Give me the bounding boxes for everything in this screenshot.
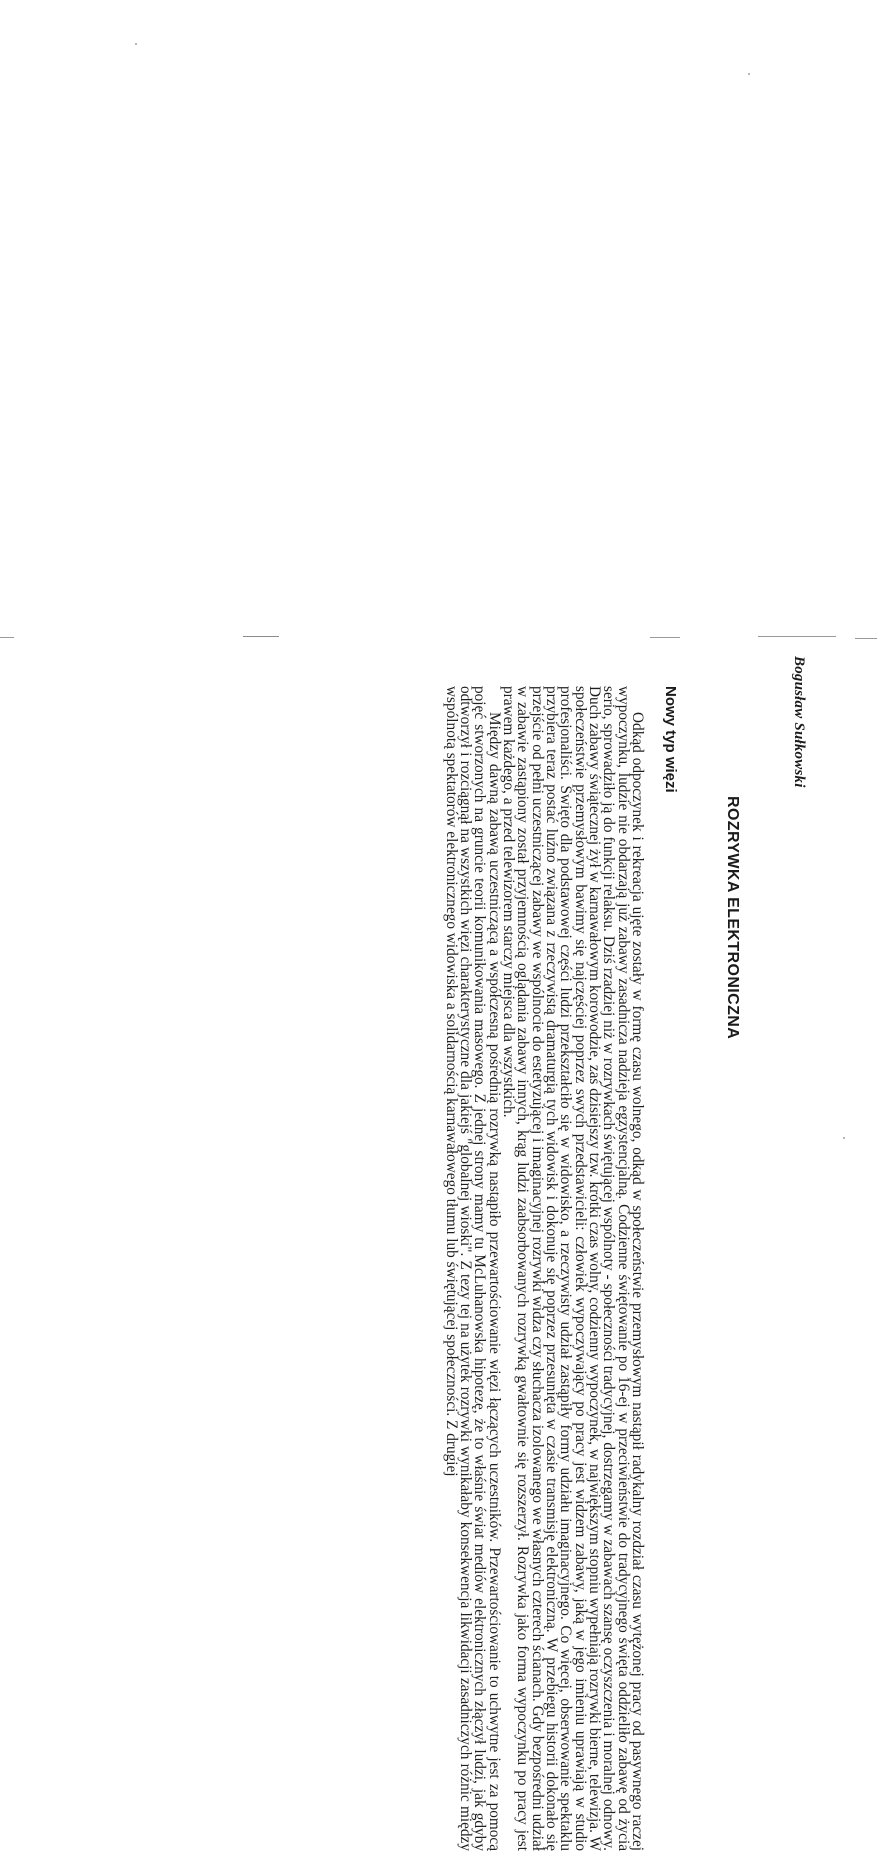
scan-edge-mark bbox=[243, 636, 279, 637]
section-heading: Nowy typ więzi bbox=[662, 686, 679, 793]
scan-edge-mark bbox=[758, 636, 836, 637]
scan-edge-mark bbox=[855, 638, 877, 639]
article-body bbox=[443, 686, 644, 1851]
scan-speck bbox=[748, 73, 750, 75]
paragraph: Odkąd odpoczynek i rekreacja ujęte zostały w formę czasu wolnego, odkąd w społeczeństwie przemysłowym nastąpił radykalny rozdział czasu wytężonej pracy od pasywnego raczej wypoczynku, ludzie nie obdarzają już zabawy zasadnicza nadzieja egzystencjalną. Codzienne świętowanie po 16-ej w przeciwieństwie do tradycyjnego święta oddzieliło zabawę od życia serio, sprowadziło ją do funkcji relaksu. Dziś rzadziej niż w rozrywkach świętującej wspólnoty - społeczności tradycyjnej, dostrzegamy w zabawach szansę oczyszczenia i moralnej odnowy. Duch zabawy świątecznej żył w karnawałowym korowodzie, zaś dzisiejszy tzw. krótki czas wolny, codzienny wypoczynek, w największym stopniu wypełniają rozrywki bierne, telewizja. W społeczeństwie przemysłowym bawimy się najczęściej poprzez swych przedstawicieli: człowiek wypoczywający po pracy jest widzem zabawy, jaką w jego imieniu uprawiają w studio profesjonaliści. Święto dla podstawowej części ludzi przekształciło się w widowisko, a rzeczywisty udział zastąpiły formy udziału imaginacyjnego. Co więcej, obserwowanie spektaklu przybiera teraz postać luźno związana z rzeczywistą dramaturgią tych widowisk i dokonuje się poprzez przesunięta w czasie transmisję elektroniczną. W przebiegu historii dokonało się przejście od pełni uczestniczącej zabawy we wspólnocie do estetyzującej i imaginacyjnej rozrywki widza czy słuchacza izolowanego we własnych czterech ścianach. Gdy bezpośredni udział w zabawie zastąpiony został przyjemnością oglądania zabawy innych, krąg ludzi zaabsorbowanych rozrywką gwałtownie się rozszerzył. Rozrywka jako forma wypoczynku po pracy jest prawem każdego, a przed telewizorem starczy miejsca dla wszystkich. bbox=[499, 686, 646, 1851]
scan-speck bbox=[135, 43, 137, 45]
scan-edge-mark bbox=[650, 637, 680, 638]
scan-speck bbox=[843, 1137, 845, 1139]
paragraph: Między dawną zabawą uczestniczącą a współczesną pośrednią rozrywką nastąpiło przewartościowanie więzi łączących uczestników. Przewartościowanie to uchwytne jest za pomocą pojęć stworzonych na gruncie teorii komunikowania masowego. Z jednej strony mamy tu McLuhanowska hipotezę, że to właśnie świat mediów elektronicznych złączył ludzi, jak gdyby odtworzył i rozciągnął na wszystkich więzi charakterystyczne dla jakiejś "globalnej wioski". Z tezy tej na użytek rozrywki wynikałaby konsekwencja likwidacji zasadniczych różnic między wspólnotą spektatorów elektronicznego widowiska a solidarnością karnawałowego tłumu lub świętującej społeczności. Z drugiej bbox=[442, 686, 503, 1851]
scan-edge-mark bbox=[0, 637, 14, 638]
article-title: ROZRYWKA ELEKTRONICZNA bbox=[724, 796, 741, 1040]
author-name: Bogusław Sułkowski bbox=[791, 656, 807, 788]
